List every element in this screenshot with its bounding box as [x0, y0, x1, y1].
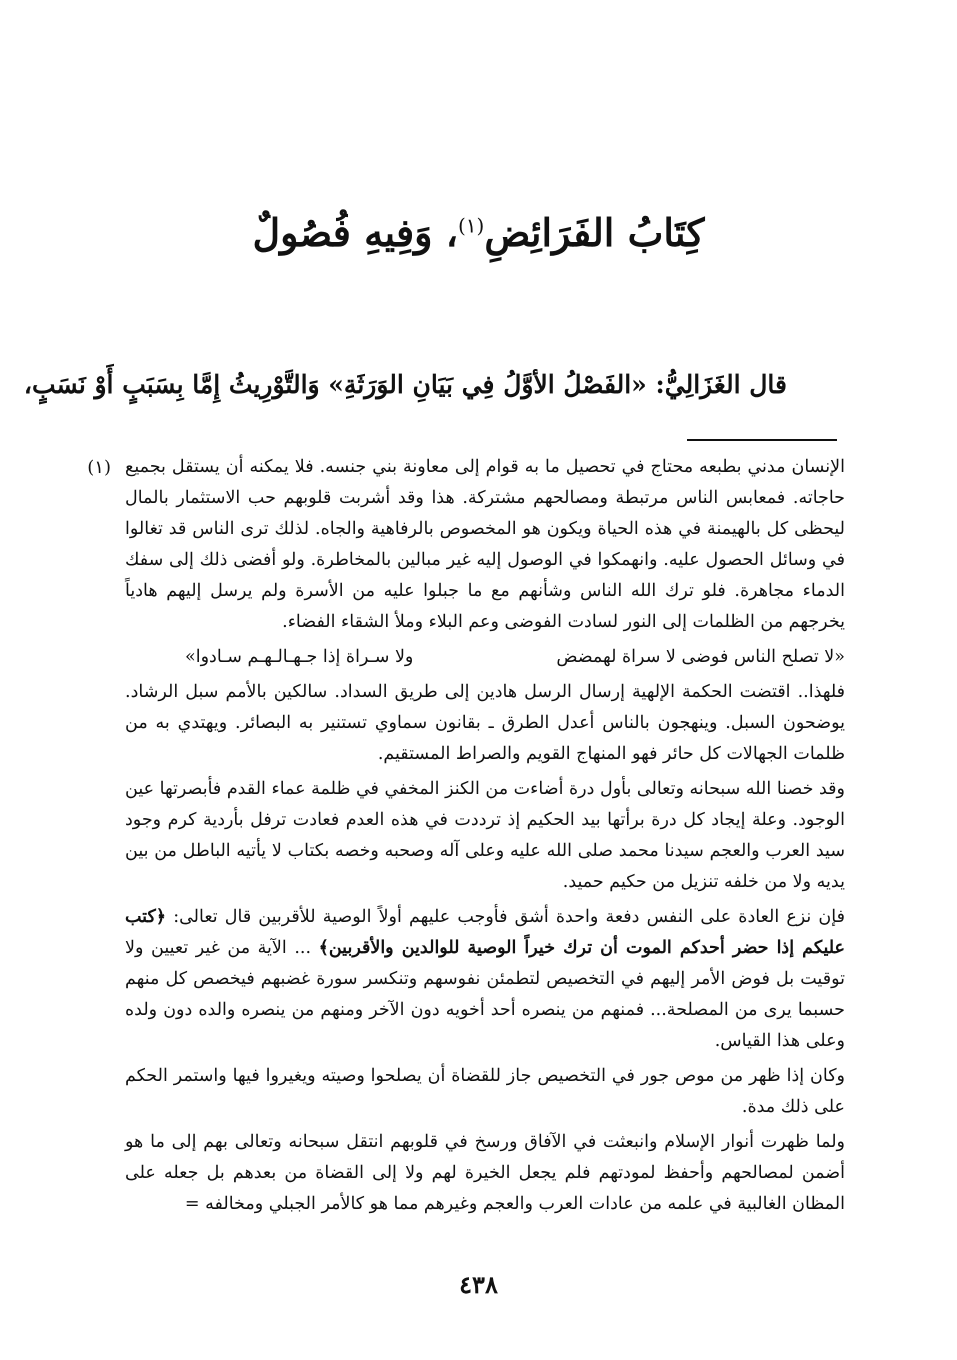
quran-verse: ﴿كتب عليكم إذا حضر أحدكم الموت أن ترك خيراً الوصية للوالدين والأقربين﴾	[125, 907, 845, 958]
quran-continuation-text: ... الآية من غير تعيين ولا توقيت بل فوض الأمر إليهم في التخصيص لتطمئن نفوسهم وتنكسر سورة غضبهم فيخصص كل منهم حسبما يرى من المصلحة... فمنهم من ينصره أحد أخويه دون الآخر ومنهم من ينصره والده دون ولده وعلى هذا القياس.	[125, 938, 845, 1051]
footnote-paragraph: وقد خصنا الله سبحانه وتعالى بأول درة أضاءت من الكنز المخفي في ظلمة عماء القدم فأبصرتها عين الوجود. وعلة إيجاد كل درة برأتها بيد الحكيم إذ ترددت في هذه العدم فعادت ترفل بأردية كرم وجود سيد العرب والعجم سيدنا محمد صلى الله عليه وعلى آله وصحبه وخصه بكتاب لا يأتيه الباطل من بين يديه ولا من خلفه تنزيل من حكيم حميد.	[125, 779, 845, 892]
footnote-paragraph: ولما ظهرت أنوار الإسلام وانبعثت في الآفاق ورسخ في قلوبهم انتقل سبحانه وتعالى بهم إلى ما هو أضمن لمصالحهم وأحفظ لمودتهم فلم يجعل الخيرة لهم ولا إلى القضاة من بعدهم بل جعله على المظان الغالبية في علمه من عادات العرب والعجم وغيرهم مما هو كالأمر الجبلي ومخالفه =	[125, 1132, 845, 1214]
page-number: ٤٣٨	[459, 1270, 498, 1299]
footnote-paragraph-quran	[125, 902, 845, 1057]
footnote-separator-rule	[687, 439, 837, 441]
section-heading: قال الغَزَالِيُّ: «الفَصْلُ الأوَّلُ فِي بَيَانِ الوَرَثَةِ» وَالتَّوْرِيثُ إِمَّا بِسَبَبٍ أَوْ نَسَبٍ،	[23, 370, 787, 399]
chapter-title	[0, 210, 957, 255]
chapter-title-rest: ، وَفِيهِ فُصُولٌ	[252, 210, 458, 255]
footnote-body	[125, 452, 845, 1224]
footnote-paragraph: الإنسان مدني بطبعه محتاج في تحصيل ما به قوام إلى معاونة بني جنسه. فلا يمكنه أن يستقل بجميع حاجاته. فمعابس الناس مرتبطة ومصالحهم مشتركة. هذا وقد أشربت قلوبهم حب الاستثمار بالمال ليحظى كل بالهيمنة في هذه الحياة ويكون هو المخصوص بالرفاهية والجاه. لذلك ترى الناس قد تغالوا في وسائل الحصول عليه. وانهمكوا في الوصول إليه غير مبالين بالمخاطرة. ولو أفضى ذلك إلى سفك الدماء مجاهرة. فلو ترك الله الناس وشأنهم مع ما جبلوا عليه من الأسرة ولم يرسل إليهم هادياً يخرجهم من الظلمات إلى النور لسادت الفوضى وعم البلاء وملأ الشقاء الفضاء.	[125, 457, 845, 632]
quran-intro-text: فإن نزع العادة على النفس دفعة واحدة أشق فأوجب عليهم أولاً الوصية للأقربين قال تعالى:	[173, 907, 845, 927]
chapter-footnote-reference[interactable]: (١)	[457, 213, 485, 238]
verse-first-hemistich: «لا تصلح الناس فوضى لا سراة لهمضض	[556, 647, 845, 667]
footnote-paragraph: فلهذا.. اقتضت الحكمة الإلهية إرسال الرسل هادين إلى طريق السداد. سالكين بالأمم سبل الرشاد. يوضحون السبل. وينهجون بالناس أعدل الطرق ـ بقانون سماوي تستنير به البصائر. ويهتدي به من ظلمات الجهالات كل حائر فهو المنهاج القويم والصراط المستقيم.	[125, 682, 845, 764]
verse-second-hemistich: ولا سـراة إذا جـهـالـهـم سـادوا»	[185, 647, 414, 667]
footnote-paragraph: وكان إذا ظهر من موص جور في التخصيص جاز للقضاة أن يصلحوا وصيته ويغيروا فيها واستمر الحكم على ذلك مدة.	[125, 1066, 845, 1117]
footnote-marker: (١)	[87, 457, 111, 478]
poetry-verse	[125, 642, 845, 673]
chapter-title-main: كِتَابُ الفَرَائِضِ	[484, 210, 705, 255]
